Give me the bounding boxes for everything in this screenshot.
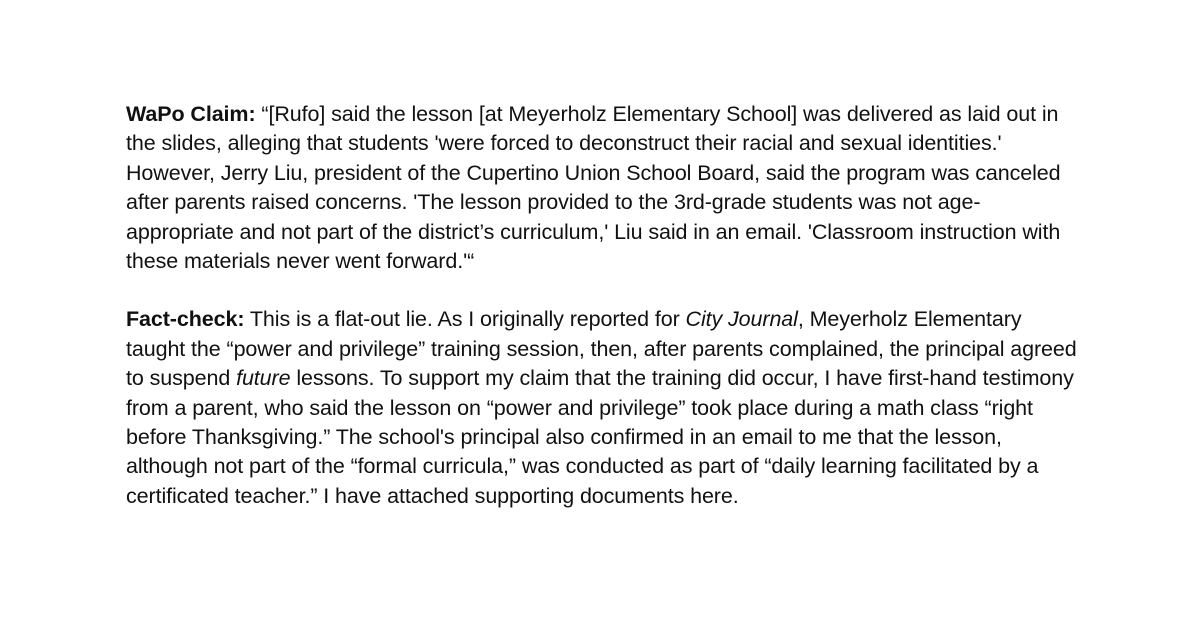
claim-paragraph (126, 100, 1086, 276)
factcheck-text-3: lessons. To support my claim that the training did occur, I have first-hand testimony from a parent, who said the lesson on “power and privilege” took place during a math class “right before Thanksgiving.” The school's principal also confirmed in an email to me that the lesson, although not part of the “formal curricula,” was conducted as part of “daily learning facilitated by a certificated teacher.” I have attached supporting documents here. (126, 366, 1074, 508)
claim-text: “[Rufo] said the lesson [at Meyerholz Elementary School] was delivered as laid out in the slides, alleging that students 'were forced to deconstruct their racial and sexual identities.' However, Jerry Liu, president of the Cupertino Union School Board, said the program was canceled after parents raised concerns. 'The lesson provided to the 3rd-grade students was not age-appropriate and not part of the district’s curriculum,' Liu said in an email. 'Classroom instruction with these materials never went forward.'“ (126, 102, 1061, 274)
document-body (126, 100, 1086, 511)
factcheck-text-1: This is a flat-out lie. As I originally reported for (244, 307, 686, 332)
factcheck-label: Fact-check: (126, 307, 245, 332)
factcheck-emphasis-future: future (236, 366, 291, 391)
factcheck-publication: City Journal (685, 307, 798, 332)
claim-label: WaPo Claim: (126, 102, 256, 126)
factcheck-paragraph (126, 305, 1086, 511)
factcheck-text-2: , Meyerholz Elementary taught the “power and privilege” training session, then, after parents complained, the principal agreed to suspend (126, 307, 1077, 391)
